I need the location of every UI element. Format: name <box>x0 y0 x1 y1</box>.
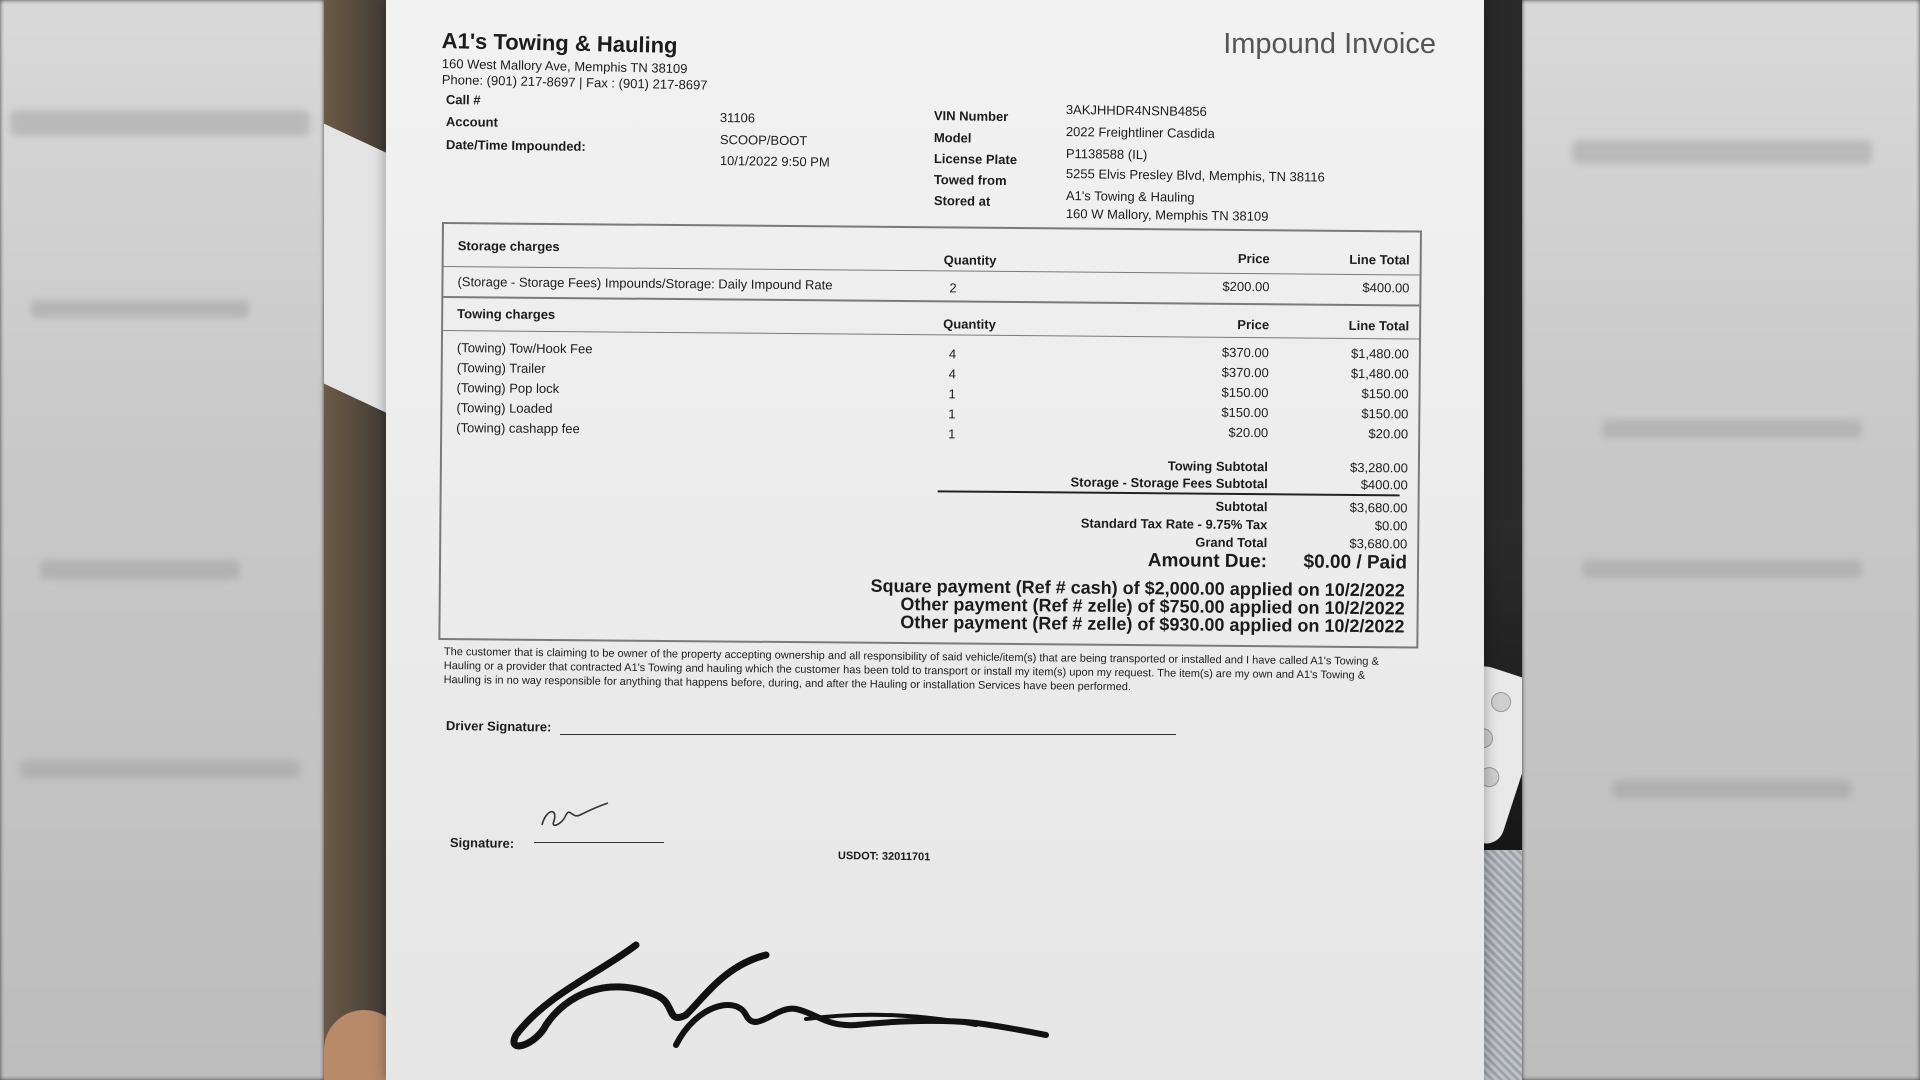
towing-row-line-total: $20.00 <box>1368 426 1409 442</box>
towing-subtotal-label: Towing Subtotal <box>1167 458 1268 475</box>
license-plate-value: P1138588 (IL) <box>1065 146 1148 163</box>
storage-row-line-total: $400.00 <box>1362 280 1410 296</box>
company-phone-fax: Phone: (901) 217-8697 | Fax : (901) 217-8697 <box>441 72 708 93</box>
totals-divider <box>938 490 1400 496</box>
towing-row-line-total: $150.00 <box>1361 406 1409 422</box>
call-number-label: Call # <box>445 92 481 108</box>
charges-table <box>438 222 1422 649</box>
model-label: Model <box>933 130 972 146</box>
towing-quantity-header: Quantity <box>943 316 996 332</box>
blur-stripe <box>20 760 300 778</box>
invoice-photo <box>324 0 1522 1080</box>
tax-label: Standard Tax Rate - 9.75% Tax <box>1080 515 1268 533</box>
tax-value: $0.00 <box>1374 518 1408 534</box>
towing-row-quantity: 1 <box>948 386 956 402</box>
license-plate-label: License Plate <box>933 151 1018 168</box>
signature-line <box>534 842 664 843</box>
towing-price-header: Price <box>1237 316 1270 333</box>
blur-stripe <box>1582 560 1862 578</box>
document-title: Impound Invoice <box>1223 28 1436 60</box>
usdot-number: USDOT: 32011701 <box>837 850 931 864</box>
company-name: A1's Towing & Hauling <box>441 28 678 58</box>
storage-price-header: Price <box>1237 250 1270 267</box>
blur-stripe <box>10 110 310 136</box>
towing-row-price: $370.00 <box>1221 344 1269 361</box>
towing-row-line-total: $150.00 <box>1361 386 1409 402</box>
handwritten-initials <box>536 785 626 835</box>
subtotal-label: Subtotal <box>1215 498 1268 515</box>
date-impounded-value: 10/1/2022 9:50 PM <box>719 153 830 170</box>
disclaimer-text: The customer that is claiming to be owner of the property accepting ownership and all responsibility of said vehicle/item(s) that are being transported or installed and I have called A1's Towing & Hauling or a provider that contracted A1's Towing and hauling which the customer has been told to transport or install my item(s) upon my request. The item(s) are my own and A1's Towing & Hauling is in no way responsible for anything that happens before, during, and after the Hauling or installation Services have been performed. <box>443 645 1379 694</box>
storage-row-price: $200.00 <box>1222 278 1270 295</box>
towing-row-quantity: 4 <box>948 346 957 362</box>
amount-due-label: Amount Due: <box>1147 550 1268 573</box>
vin-label: VIN Number <box>933 108 1009 125</box>
storage-row-description: (Storage - Storage Fees) Impounds/Storage: Daily Impound Rate <box>457 274 833 293</box>
towing-line-total-header: Line Total <box>1348 317 1410 334</box>
towing-row-quantity: 1 <box>948 406 956 422</box>
grand-total-value: $3,680.00 <box>1349 535 1408 552</box>
towing-row-line-total: $1,480.00 <box>1350 365 1409 382</box>
blur-stripe <box>30 300 250 318</box>
towed-from-label: Towed from <box>933 172 1007 189</box>
towing-row-description: (Towing) Tow/Hook Fee <box>456 340 593 357</box>
right-blurred-background <box>1522 0 1920 1080</box>
large-handwritten-signature <box>506 935 1066 1065</box>
left-blurred-background <box>0 0 324 1080</box>
storage-subtotal-value: $400.00 <box>1360 477 1408 493</box>
towing-row-price: $370.00 <box>1221 364 1269 381</box>
towing-row-description: (Towing) Pop lock <box>456 380 560 397</box>
storage-line-total-header: Line Total <box>1349 251 1410 268</box>
driver-signature-line <box>560 734 1176 735</box>
company-address: 160 West Mallory Ave, Memphis TN 38109 <box>441 56 688 77</box>
towing-row-line-total: $1,480.00 <box>1350 345 1409 362</box>
divider <box>443 330 1419 340</box>
towing-row-description: (Towing) Trailer <box>456 360 546 376</box>
towed-from-value: 5255 Elvis Presley Blvd, Memphis, TN 38116 <box>1065 166 1325 185</box>
grand-total-label: Grand Total <box>1195 534 1268 551</box>
towing-row-quantity: 1 <box>948 426 956 442</box>
blur-stripe <box>40 560 240 580</box>
stored-at-value-line1: A1's Towing & Hauling <box>1065 188 1195 205</box>
amount-due-value: $0.00 / Paid <box>1303 551 1408 574</box>
storage-quantity-header: Quantity <box>943 252 997 268</box>
divider <box>444 266 1420 276</box>
signature-label: Signature: <box>449 835 515 851</box>
towing-row-quantity: 4 <box>948 366 956 382</box>
towing-row-price: $20.00 <box>1228 424 1269 441</box>
blur-stripe <box>1572 140 1872 164</box>
towing-section-header: Towing charges <box>457 306 556 322</box>
driver-signature-label: Driver Signature: <box>445 718 552 735</box>
stored-at-value-line2: 160 W Mallory, Memphis TN 38109 <box>1065 206 1269 224</box>
vin-value: 3AKJHHDR4NSNB4856 <box>1065 102 1207 119</box>
payment-line: Other payment (Ref # zelle) of $750.00 applied on 10/2/2022 <box>900 594 1405 619</box>
towing-row-price: $150.00 <box>1221 384 1269 401</box>
subtotal-value: $3,680.00 <box>1349 499 1408 516</box>
blur-stripe <box>1602 420 1862 438</box>
storage-subtotal-label: Storage - Storage Fees Subtotal <box>1070 474 1268 492</box>
date-impounded-label: Date/Time Impounded: <box>445 137 586 154</box>
blur-stripe <box>1612 780 1852 798</box>
remote-button <box>1488 689 1513 714</box>
towing-row-description: (Towing) cashapp fee <box>456 420 580 437</box>
model-value: 2022 Freightliner Casdida <box>1065 124 1215 142</box>
divider <box>443 296 1419 307</box>
towing-subtotal-value: $3,280.00 <box>1349 459 1408 476</box>
stored-at-label: Stored at <box>933 193 991 209</box>
underlying-paper <box>324 124 394 417</box>
storage-section-header: Storage charges <box>457 238 560 255</box>
storage-row-quantity: 2 <box>949 280 957 296</box>
towing-row-description: (Towing) Loaded <box>456 400 553 416</box>
towing-row-price: $150.00 <box>1221 404 1269 421</box>
call-number-value: 31106 <box>719 110 756 126</box>
account-label: Account <box>445 114 498 130</box>
payment-line: Other payment (Ref # zelle) of $930.00 applied on 10/2/2022 <box>900 612 1405 637</box>
payment-line: Square payment (Ref # cash) of $2,000.00 applied on 10/2/2022 <box>870 575 1405 601</box>
account-value: SCOOP/BOOT <box>719 132 808 149</box>
invoice-paper <box>386 0 1484 1080</box>
